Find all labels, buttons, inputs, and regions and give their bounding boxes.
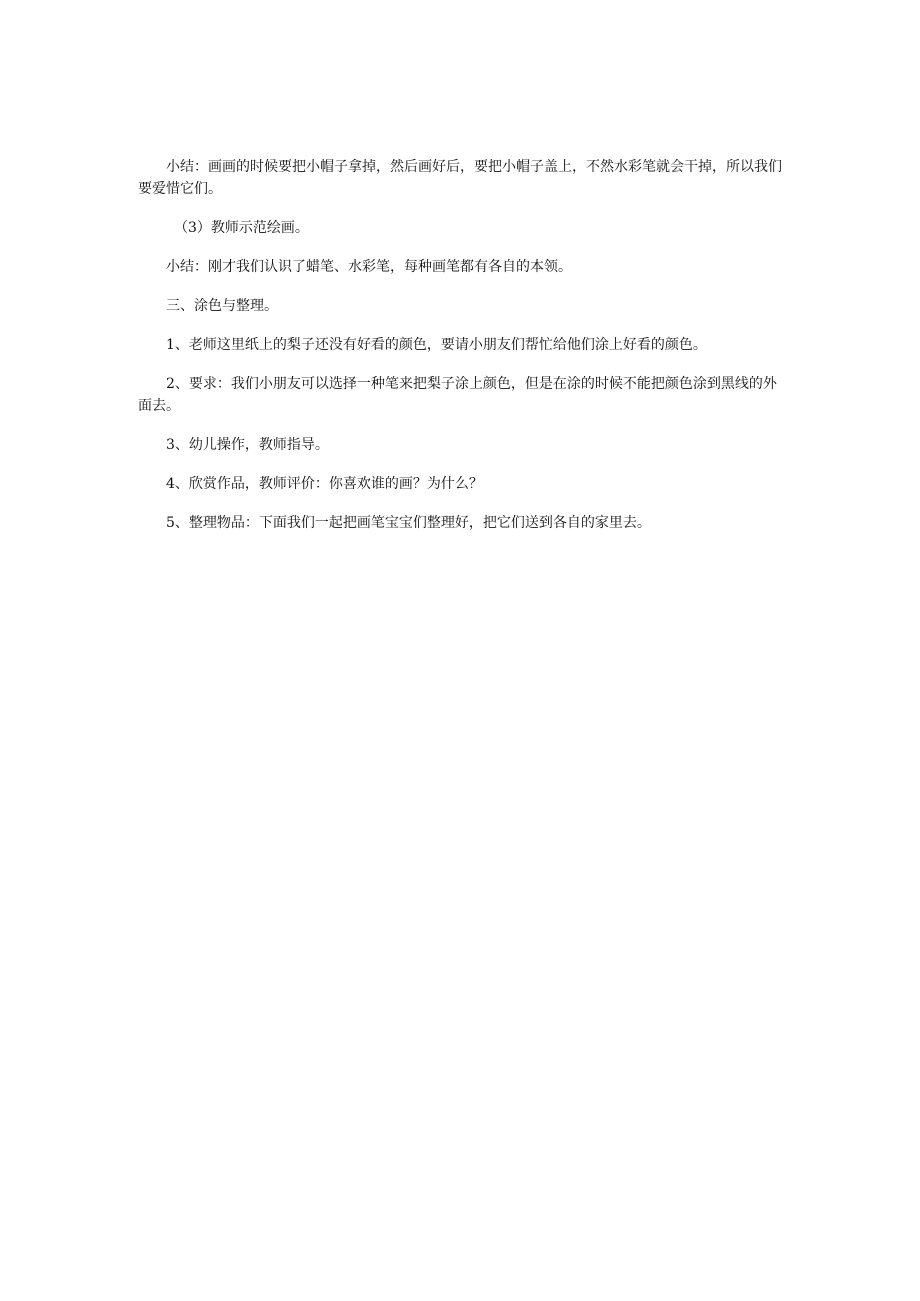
section-heading-coloring: 三、涂色与整理。: [166, 298, 278, 314]
paragraph-step-5: 5、整理物品：下面我们一起把画笔宝宝们整理好，把它们送到各自的家里去。: [166, 515, 651, 531]
paragraph-step-1: 1、老师这里纸上的梨子还没有好看的颜色，要请小朋友们帮忙给他们涂上好看的颜色。: [166, 337, 707, 353]
paragraph-step-3: 3、幼儿操作，教师指导。: [166, 437, 329, 453]
paragraph-step-2: 2、要求：我们小朋友可以选择一种笔来把梨子涂上颜色，但是在涂的时候不能把颜色涂到黑线的外面去。: [138, 376, 777, 414]
paragraph-summary-caps: 小结：画画的时候要把小帽子拿掉，然后画好后，要把小帽子盖上，不然水彩笔就会干掉，所以我们要爱惜它们。: [138, 159, 782, 197]
paragraph-teacher-demo: （3）教师示范绘画。: [174, 220, 309, 236]
document-body: [138, 156, 788, 551]
paragraph-summary-tools: 小结：刚才我们认识了蜡笔、水彩笔，每种画笔都有各自的本领。: [166, 259, 572, 275]
paragraph-step-4: 4、欣赏作品，教师评价：你喜欢谁的画？为什么？: [166, 476, 483, 492]
